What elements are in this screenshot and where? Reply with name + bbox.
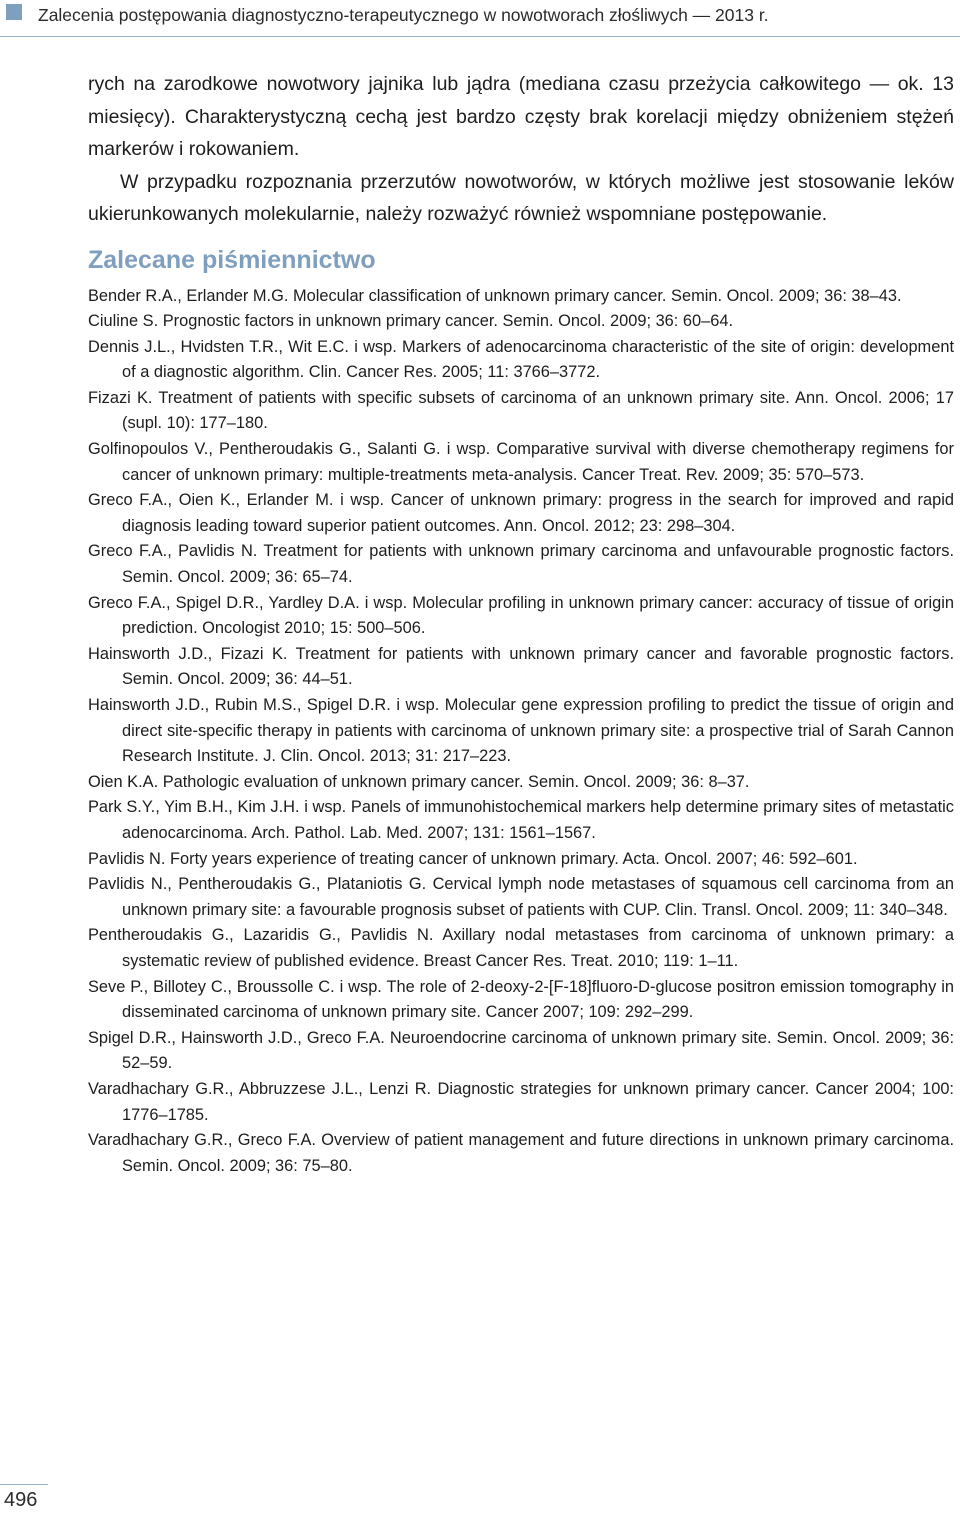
reference-list	[88, 284, 954, 1180]
reference-item: Spigel D.R., Hainsworth J.D., Greco F.A. Neuroendocrine carcinoma of unknown primary site. Semin. Oncol. 2009; 36: 52–59.	[88, 1028, 954, 1073]
body-paragraph-1: rych na zarodkowe nowotwory jajnika lub jądra (mediana czasu przeżycia całkowitego — ok. 13 miesięcy). Charakterystyczną cechą jest bardzo częsty brak korelacji między obniżeniem stężeń markerów i rokowaniem.	[88, 73, 954, 160]
reference-item: Varadhachary G.R., Greco F.A. Overview of patient management and future directions in unknown primary carcinoma. Semin. Oncol. 2009; 36: 75–80.	[88, 1131, 954, 1175]
reference-item: Pentheroudakis G., Lazaridis G., Pavlidis N. Axillary nodal metastases from carcinoma of unknown primary: a systematic review of published evidence. Breast Cancer Res. Treat. 2010; 119: 1–11.	[88, 926, 954, 970]
reference-item: Fizazi K. Treatment of patients with specific subsets of carcinoma of an unknown primary site. Ann. Oncol. 2006; 17 (supl. 10): 177–180.	[88, 388, 954, 433]
running-header	[0, 0, 960, 37]
page-number-box	[0, 1484, 48, 1509]
reference-item: Greco F.A., Oien K., Erlander M. i wsp. Cancer of unknown primary: progress in the search for improved and rapid diagnosis leading toward superior patient outcomes. Ann. Oncol. 2012; 23: 298–304.	[88, 491, 954, 535]
reference-item: Pavlidis N., Pentheroudakis G., Plataniotis G. Cervical lymph node metastases of squamous cell carcinoma from an unknown primary site: a favourable prognosis subset of patients with CUP. Clin. Transl. Oncol. 2009; 11: 340–348.	[88, 875, 954, 919]
header-square-marker	[6, 4, 22, 20]
reference-item: Dennis J.L., Hvidsten T.R., Wit E.C. i wsp. Markers of adenocarcinoma characteristic of the site of origin: development of a diagnostic algorithm. Clin. Cancer Res. 2005; 11: 3766–3772.	[88, 337, 954, 382]
page-content	[88, 68, 954, 1179]
reference-item: Hainsworth J.D., Fizazi K. Treatment for patients with unknown primary cancer and favorable prognostic factors. Semin. Oncol. 2009; 36: 44–51.	[88, 644, 954, 689]
reference-item: Seve P., Billotey C., Broussolle C. i wsp. The role of 2-deoxy-2-[F-18]fluoro-D-glucose positron emission tomography in disseminated carcinoma of unknown primary site. Cancer 2007; 109: 292–299.	[88, 977, 954, 1022]
reference-item: Greco F.A., Pavlidis N. Treatment for patients with unknown primary carcinoma and unfavourable prognostic factors. Semin. Oncol. 2009; 36: 65–74.	[88, 542, 954, 587]
reference-item: Varadhachary G.R., Abbruzzese J.L., Lenzi R. Diagnostic strategies for unknown primary cancer. Cancer 2004; 100: 1776–1785.	[88, 1079, 954, 1124]
reference-item: Ciuline S. Prognostic factors in unknown primary cancer. Semin. Oncol. 2009; 36: 60–64.	[88, 312, 734, 331]
reference-item: Oien K.A. Pathologic evaluation of unknown primary cancer. Semin. Oncol. 2009; 36: 8–37.	[88, 772, 750, 791]
page-number: 496	[4, 1489, 38, 1511]
reference-item: Hainsworth J.D., Rubin M.S., Spigel D.R. i wsp. Molecular gene expression profiling to predict the tissue of origin and direct site-specific therapy in patients with carcinoma of unknown primary site: a prospective trial of Sarah Cannon Research Institute. J. Clin. Oncol. 2013; 31: 217–223.	[88, 696, 954, 766]
body-paragraph-2: W przypadku rozpoznania przerzutów nowotworów, w których możliwe jest stosowanie leków ukierunkowanych molekularnie, należy rozważyć również wspomniane postępowanie.	[88, 170, 954, 225]
reference-item: Greco F.A., Spigel D.R., Yardley D.A. i wsp. Molecular profiling in unknown primary cancer: accuracy of tissue of origin prediction. Oncologist 2010; 15: 500–506.	[88, 593, 954, 638]
reference-item: Pavlidis N. Forty years experience of treating cancer of unknown primary. Acta. Oncol. 2007; 46: 592–601.	[88, 849, 858, 868]
reference-item: Park S.Y., Yim B.H., Kim J.H. i wsp. Panels of immunohistochemical markers help determine primary sites of metastatic adenocarcinoma. Arch. Pathol. Lab. Med. 2007; 131: 1561–1567.	[88, 798, 954, 842]
header-title: Zalecenia postępowania diagnostyczno-terapeutycznego w nowotworach złośliwych — 2013 r.	[38, 5, 769, 25]
reference-item: Bender R.A., Erlander M.G. Molecular classification of unknown primary cancer. Semin. Oncol. 2009; 36: 38–43.	[88, 286, 902, 305]
section-heading: Zalecane piśmiennictwo	[88, 245, 376, 274]
reference-item: Golfinopoulos V., Pentheroudakis G., Salanti G. i wsp. Comparative survival with diverse chemotherapy regimens for cancer of unknown primary: multiple-treatments meta-analysis. Cancer Treat. Rev. 2009; 35: 570–573.	[88, 440, 954, 484]
